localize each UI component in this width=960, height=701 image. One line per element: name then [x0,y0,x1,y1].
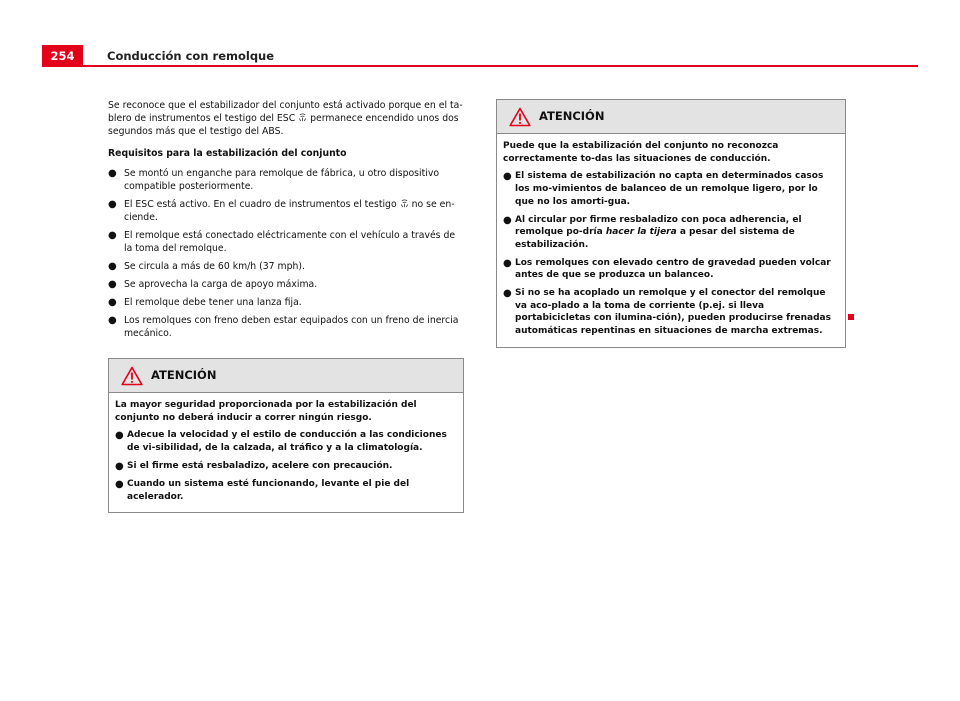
warning-box [108,358,464,513]
list-item-text: Si no se ha acoplado un remolque y el conector del remolque va aco-plado a la toma de corriente (p.ej. si lleva portabicicletas con ilumina-ción), pueden producirse frenadas automáticas repentinas en situaciones de marcha extremas. [515,288,831,337]
warning-intro: Puede que la estabilización del conjunto no reconozca correctamente to-das las situaciones de conducción. [503,141,779,164]
warning-intro: La mayor seguridad proporcionada por la estabilización del conjunto no deberá inducir a correr ningún riesgo. [115,400,417,423]
req2-text-1: El ESC está activo. En el cuadro de instrumentos el testigo [124,199,397,210]
bullet: ● [115,460,124,472]
list-item-text [124,198,464,224]
list-item [108,198,464,224]
bullet: ● [108,279,117,290]
list-item-text: El remolque debe tener una lanza fija. [124,297,302,308]
warning-body [109,393,463,512]
page-title: Conducción con remolque [107,49,275,63]
warning-header [497,100,845,134]
header-divider [42,65,918,67]
list-item-text: Se circula a más de 60 km/h (37 mph). [124,261,305,272]
warning-title: ATENCIÓN [539,109,605,124]
bullet: ● [503,288,512,300]
bullet: ● [115,478,124,490]
list-item [108,260,464,273]
b2-emphasis: hacer la tijera [605,227,677,238]
bullet: ● [503,257,512,269]
list-item-text: Los remolques con elevado centro de gravedad pueden volcar antes de que se produzca un balanceo. [515,257,831,281]
bullet: ● [108,261,117,272]
intro-text-2: permanece encendido unos dos segundos más que el testigo del ABS. [108,113,459,137]
list-item-text: Los remolques con freno deben estar equipados con un freno de inercia mecánico. [124,315,459,339]
page-number: 254 [42,45,83,66]
list-item [115,478,455,503]
right-column [496,99,846,348]
list-item [115,429,455,454]
list-item [503,214,837,252]
esc-icon [298,113,307,122]
bullet: ● [503,171,512,183]
bullet: ● [108,199,117,210]
requirements-heading: Requisitos para la estabilización del conjunto [108,148,347,159]
warning-title: ATENCIÓN [151,368,217,383]
warning-box [496,99,846,348]
bullet: ● [503,214,512,226]
b2-text-2: a pesar del sistema de estabilización. [515,227,795,250]
list-item [108,314,464,340]
list-item [503,257,837,282]
list-item-text: Se aprovecha la carga de apoyo máxima. [124,279,318,290]
warning-triangle-icon [121,366,143,386]
bullet: ● [108,315,117,326]
list-item-text: Se montó un enganche para remolque de fábrica, u otro dispositivo compatible posteriormente. [124,168,440,192]
bullet: ● [108,168,117,179]
list-item [115,460,455,473]
bullet: ● [108,230,117,241]
list-item [503,287,837,338]
intro-text-1: Se reconoce que el estabilizador del conjunto está activado porque en el ta-blero de instrumentos el testigo del ESC [108,100,463,124]
bullet: ● [115,430,124,442]
warning-body [497,134,845,347]
list-item-text: El sistema de estabilización no capta en determinados casos los mo-vimientos de balanceo de un remolque ligero, por lo que no los amorti-gua. [515,171,824,207]
left-column [108,99,464,513]
list-item-text: Adecue la velocidad y el estilo de conducción a las condiciones de vi-sibilidad, de la calzada, al tráfico y a la climatología. [127,430,447,454]
list-item [108,167,464,193]
list-item-text: Si el firme está resbaladizo, acelere con precaución. [127,460,393,471]
end-of-section-mark [848,314,854,320]
list-item [108,278,464,291]
b2-text-1: Al circular por firme resbaladizo con poca adherencia, el remolque po-dría [515,214,802,238]
bullet: ● [108,297,117,308]
list-item-text: El remolque está conectado eléctricamente con el vehículo a través de la toma del remolque. [124,230,456,254]
list-item [503,170,837,208]
intro-paragraph [108,99,464,138]
list-item-text [515,214,837,252]
list-item [108,296,464,309]
esc-icon [400,199,409,208]
list-item [108,229,464,255]
list-item-text: Cuando un sistema esté funcionando, levante el pie del acelerador. [127,478,410,502]
warning-triangle-icon [509,107,531,127]
warning-header [109,359,463,393]
req2-text-2: no se en-ciende. [124,199,455,223]
